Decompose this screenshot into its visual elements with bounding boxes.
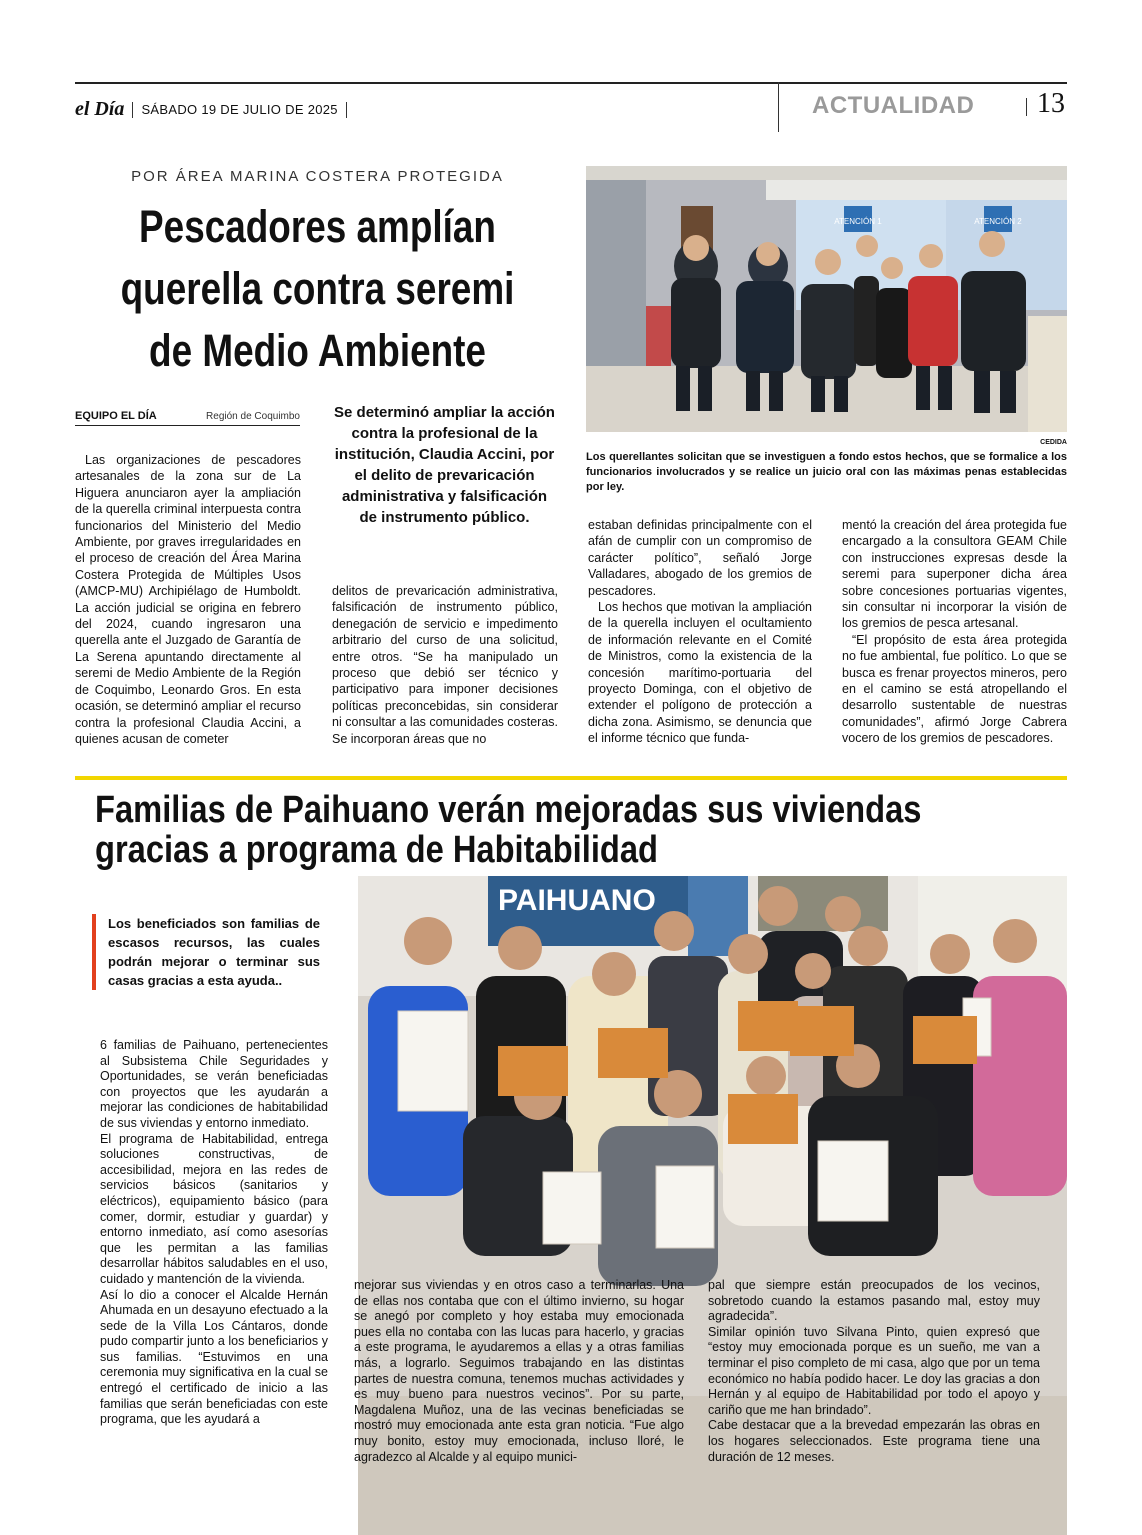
photo-caption: Los querellantes solicitan que se investiguen a fondo estos hechos, que se formalice a los funcionarios involucrados y se realice un juicio oral con las máximas penas establecidas por ley. [586,451,1067,493]
article1-paragraph: delitos de prevaricación administrativa, falsificación de instrumento público, denegación de servicio e impedimento arbitrario del curso de una solicitud, entre otros. “Se ha manipulado un proceso que debió ser técnico y participativo para imponer decisiones políticas preconcebidas, sin considerar ni consultar a las comunidades costeras. Se incorporan áreas que no [332,584,558,746]
article1-paragraph: estaban definidas principalmente con el afán de cumplir con un compromiso de carácter político”, señaló Jorge Valladares, abogado de los gremios de pescadores. [588,518,812,598]
page-number: 13 [1037,88,1065,119]
article2-paragraph: Similar opinión tuvo Silvana Pinto, quien expresó que “estoy muy emocionada porque es un sueño, me van a terminar el piso completo de mi casa, algo que por un tema económico no había podido hacer. Le doy las gracias a don Hernán y al equipo de Habitabilidad por todo el apoyo y cariño que me han brindado”. [708,1324,1040,1417]
article2-lead: Los beneficiados son familias de escasos recursos, las cuales podrán mejorar o terminar sus casas gracias a esta ayuda.. [92,914,320,990]
article2-paragraph: pal que siempre están preocupados de los vecinos, sobretodo cuando la estamos pasando mal, estoy muy agradecida”. [708,1278,1040,1324]
counter-sign-1: ATENCIÓN 1 [834,217,882,226]
article2-column-2 [354,1278,684,1465]
article2-paragraph: mejorar sus viviendas y en otros caso a terminarlas. Una de ellas nos contaba que con el último invierno, su hogar se anegó por completo y hoy estaba muy emocionada pues ella no contaba con las lucas para hacerlo, y gracias a este programa, le ayudaremos a ellas y a otras familias más, a lograrlo. Seguimos trabajando en las distintas partes de nuestra comuna, tenemos muchas actividades y es muy bueno para nuestros vecinos”. Por su parte, Magdalena Muñoz, una de las vecinas beneficiadas se mostró muy emocionada ante esta gran noticia. “Fue algo muy bonito, estoy muy emocionada, incluso lloré, le agradezco al Alcalde y al equipo munici- [354,1278,684,1464]
masthead [75,98,347,121]
article1-paragraph: mentó la creación del área protegida fue encargado a la consultora GEAM Chile con instrucciones expresas desde la seremi para superponer dicha área sobre concesiones portuarias vigentes, sin consultar ni incorporar la visión de los gremios de pesca artesanal. [842,518,1067,631]
section-separator [1026,98,1027,116]
byline [75,404,300,426]
photo-sign-text: PAIHUANO [498,884,656,917]
article1-photo [586,166,1067,432]
article1-paragraph: Los hechos que motivan la ampliación de la querella incluyen el ocultamiento de información relevante en el Comité de Ministros, como la existencia de la concesión marítimo-portuaria del proyecto Dominga, con el objetivo de extender el polígono de protección a dicha zona. Asimismo, se denuncia que el informe técnico que funda- [588,600,812,746]
article2-headline: Familias de Paihuano verán mejoradas sus viviendas gracias a programa de Habitabilidad [95,789,922,871]
masthead-separator [346,102,347,118]
newspaper-logo: el Día [75,98,125,120]
byline-author: EQUIPO EL DÍA [75,410,157,422]
masthead-separator [132,102,133,118]
article1-paragraph: Las organizaciones de pescadores artesanales de la zona sur de La Higuera anunciaron ayer la ampliación de la querella criminal interpuesta contra funcionarios del Ministerio del Medio Ambiente, por graves irregularidades en el proceso de creación del Área Marina Costera Protegida de Múltiples Usos (AMCP-MU) Archipiélago de Humboldt. La acción judicial se origina en febrero del 2024, cuando ingresaron una querella ante el Juzgado de Garantía de La Serena apuntando directamente al seremi de Medio Ambiente de la Región de Coquimbo, Leonardo Gros. En esta ocasión, se determinó ampliar el recurso contra la profesional Claudia Accini, a quienes acusan de cometer [75,453,301,746]
article1-column-3 [588,517,812,747]
byline-region: Región de Coquimbo [206,411,300,422]
article2-paragraph: 6 familias de Paihuano, pertenecientes al Subsistema Chile Seguridades y Oportunidades, se verán beneficiadas con proyectos que les ayudarán a mejorar las condiciones de habitabilidad de sus viviendas y entorno inmediato. [100,1038,328,1130]
section-divider [75,776,1067,780]
section-name: ACTUALIDAD [812,92,975,119]
article2-column-1 [100,1038,328,1428]
header-divider [778,82,779,132]
article1-column-2 [332,583,558,747]
issue-date: SÁBADO 19 DE JULIO DE 2025 [141,102,338,117]
article2-paragraph: El programa de Habitabilidad, entrega soluciones constructivas, de accesibilidad, mejora en las redes de servicios básicos (sanitarios y eléctricos), equipamiento básico (para comer, dormir, estudiar y guardar) y entorno inmediato, así como asesorías que les permitan a las familias desarrollar hábitos saludables en el uso, cuidado y mantención de la vivienda. [100,1131,328,1286]
article1-pullquote: Se determinó ampliar la acción contra la profesional de la institución, Claudia Accini, por el delito de prevaricación administrativa y falsificación de instrumento público. [334,404,555,526]
article1-kicker: POR ÁREA MARINA COSTERA PROTEGIDA [131,168,504,185]
article1-column-4 [842,517,1067,747]
photo-credit: CEDIDA [1040,439,1067,446]
article2-paragraph: Así lo dio a conocer el Alcalde Hernán Ahumada en un desayuno efectuado a la sede de la Villa Los Cántaros, donde pudo compartir junto a los beneficiarios y sus familias. “Estuvimos en una ceremonia muy significativa en la cual se entregó el certificado de inicio a las familias que serán beneficiadas con este programa, que les ayudará a [100,1287,328,1427]
article2-paragraph: Cabe destacar que a la brevedad empezarán las obras en los hogares seleccionados. Este programa tiene una duración de 12 meses. [708,1418,1040,1464]
article1-column-1 [75,452,301,747]
article1-headline: Pescadores amplían querella contra seremi de Medio Ambiente [120,201,515,376]
header-rule [75,82,1067,84]
article2-column-3 [708,1278,1040,1465]
article1-paragraph: “El propósito de esta área protegida no fue ambiental, fue político. Lo que se busca es frenar proyectos mineros, pero en el camino se está atropellando el desarrollo sustentable de nuestras comunidades”, afirmó Jorge Cabrera vocero de los gremios de pescadores. [842,632,1067,746]
counter-sign-2: ATENCIÓN 2 [974,217,1022,226]
